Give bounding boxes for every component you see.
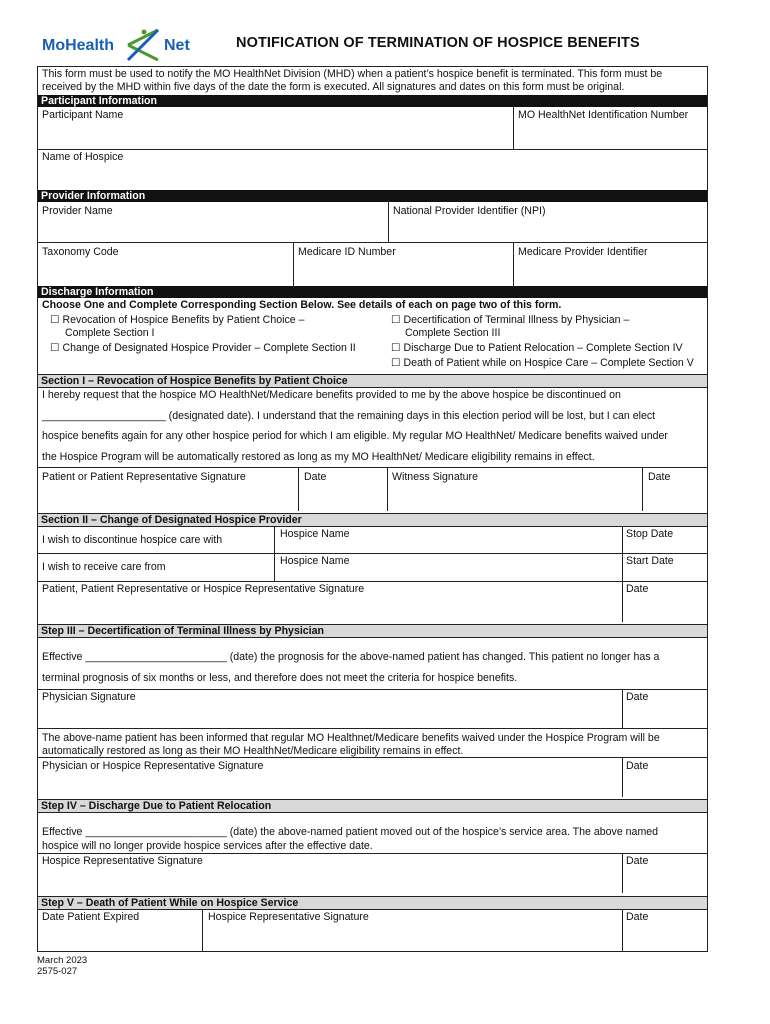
option-decertification-label-2: Complete Section III <box>405 327 501 339</box>
divider <box>38 553 707 554</box>
divider <box>298 467 299 511</box>
option-decertification-label: Decertification of Terminal Illness by Physician – <box>403 314 630 326</box>
receive-care-label: I wish to receive care from <box>42 561 166 573</box>
section-3-note-1: The above-name patient has been informed that regular MO Healthnet/Medicare benefits waived under the Hospice Program will be <box>42 732 660 744</box>
option-death[interactable] <box>391 357 694 370</box>
divider <box>642 467 643 511</box>
mo-healthnet-id-label[interactable]: MO HealthNet Identification Number <box>518 109 689 121</box>
discharge-instruction: Choose One and Complete Corresponding Section Below. See details of each on page two of this form. <box>42 299 562 311</box>
divider <box>38 581 707 582</box>
section-2-date-label[interactable]: Date <box>626 583 649 595</box>
discontinue-label: I wish to discontinue hospice care with <box>42 534 223 546</box>
divider <box>38 689 707 690</box>
divider <box>622 757 623 797</box>
divider <box>387 467 388 511</box>
section-4-line-2: hospice will no longer provide hospice services after the effective date. <box>42 840 373 852</box>
divider <box>38 149 707 150</box>
discharge-heading: Discharge Information <box>38 286 707 298</box>
termination-form <box>37 66 708 952</box>
section-5-signature-label[interactable]: Hospice Representative Signature <box>208 911 369 923</box>
section-3-heading: Step III – Decertification of Terminal Illness by Physician <box>38 624 707 638</box>
section-3-date-label[interactable]: Date <box>626 691 649 703</box>
checkbox-icon[interactable]: ☐ <box>391 357 401 369</box>
provider-name-label[interactable]: Provider Name <box>42 205 113 217</box>
divider <box>202 909 203 952</box>
section-5-heading: Step V – Death of Patient While on Hospice Service <box>38 896 707 910</box>
participant-heading: Participant Information <box>38 95 707 107</box>
divider <box>622 526 623 622</box>
checkbox-icon[interactable]: ☐ <box>50 314 60 326</box>
form-title: NOTIFICATION OF TERMINATION OF HOSPICE BENEFITS <box>236 35 640 51</box>
intro-line-2: received by the MHD within five days of the date the form is executed. All signatures and dates on this form must be original. <box>42 81 625 93</box>
patient-signature-label[interactable]: Patient or Patient Representative Signature <box>42 471 246 483</box>
intro-line-1: This form must be used to notify the MO HealthNet Division (MHD) when a patient’s hospice benefit is terminated. This form must be <box>42 68 663 80</box>
divider <box>38 242 707 243</box>
section-1-date2-label[interactable]: Date <box>648 471 671 483</box>
logo-star-icon <box>128 30 158 61</box>
logo-text-right: Net <box>164 37 190 54</box>
section-3-line-1[interactable]: Effective ________________________ (date) the prognosis for the above-named patient has changed. This patient no longer has a <box>42 651 660 663</box>
divider <box>622 689 623 728</box>
section-1-line-3: hospice benefits again for any other hospice period for which I am eligible. My regular MO HealthNet/ Medicare benefits waived under <box>42 430 668 442</box>
divider <box>622 853 623 893</box>
section-4-heading: Step IV – Discharge Due to Patient Relocation <box>38 799 707 813</box>
footer-form-number: 2575-027 <box>37 966 78 977</box>
provider-heading: Provider Information <box>38 190 707 202</box>
divider <box>622 909 623 952</box>
witness-signature-label[interactable]: Witness Signature <box>392 471 478 483</box>
checkbox-icon[interactable]: ☐ <box>391 314 401 326</box>
section-4-signature-label[interactable]: Hospice Representative Signature <box>42 855 203 867</box>
option-relocation[interactable] <box>391 342 683 355</box>
section-5-date-label[interactable]: Date <box>626 911 649 923</box>
option-revocation[interactable] <box>50 314 304 327</box>
section-3-note-2: automatically restored as long as their MO HealthNet/Medicare eligibility remains in effect. <box>42 745 464 757</box>
section-2-heading: Section II – Change of Designated Hospice Provider <box>38 513 707 527</box>
medicare-provider-label[interactable]: Medicare Provider Identifier <box>518 246 648 258</box>
option-revocation-label-2: Complete Section I <box>65 327 155 339</box>
stop-date-label[interactable]: Stop Date <box>626 528 674 540</box>
taxonomy-code-label[interactable]: Taxonomy Code <box>42 246 119 258</box>
divider <box>38 728 707 729</box>
option-change-provider-label: Change of Designated Hospice Provider – Complete Section II <box>62 342 356 354</box>
option-death-label: Death of Patient while on Hospice Care – Complete Section V <box>403 357 694 369</box>
divider <box>513 107 514 149</box>
physician-rep-signature-label[interactable]: Physician or Hospice Representative Signature <box>42 760 264 772</box>
divider <box>38 853 707 854</box>
section-1-line-4: the Hospice Program will be automatically restored as long as my MO HealthNet/ Medicare eligibility remains in effect. <box>42 451 595 463</box>
section-3-line-2: terminal prognosis of six months or less, and therefore does not meet the criteria for hospice benefits. <box>42 672 518 684</box>
mohealthnet-logo <box>40 26 205 64</box>
logo-text-left: MoHealth <box>42 37 114 54</box>
physician-signature-label[interactable]: Physician Signature <box>42 691 136 703</box>
section-3-date2-label[interactable]: Date <box>626 760 649 772</box>
start-date-label[interactable]: Start Date <box>626 555 674 567</box>
hospice-name-2-label[interactable]: Hospice Name <box>280 555 350 567</box>
divider <box>38 757 707 758</box>
divider <box>38 467 707 468</box>
npi-label[interactable]: National Provider Identifier (NPI) <box>393 205 546 217</box>
option-decertification[interactable] <box>391 314 629 327</box>
checkbox-icon[interactable]: ☐ <box>50 342 60 354</box>
section-1-heading: Section I – Revocation of Hospice Benefits by Patient Choice <box>38 374 707 388</box>
divider <box>293 242 294 286</box>
date-expired-label[interactable]: Date Patient Expired <box>42 911 140 923</box>
section-2-signature-label[interactable]: Patient, Patient Representative or Hospice Representative Signature <box>42 583 365 595</box>
section-1-line-2[interactable]: _____________________ (designated date). I understand that the remaining days in this election period will be lost, but I can elect <box>42 410 656 422</box>
divider <box>388 202 389 242</box>
divider <box>513 242 514 286</box>
option-revocation-label: Revocation of Hospice Benefits by Patient Choice – <box>62 314 305 326</box>
checkbox-icon[interactable]: ☐ <box>391 342 401 354</box>
section-1-line-1: I hereby request that the hospice MO HealthNet/Medicare benefits provided to me by the above hospice be discontinued on <box>42 389 621 401</box>
section-4-date-label[interactable]: Date <box>626 855 649 867</box>
medicare-id-label[interactable]: Medicare ID Number <box>298 246 396 258</box>
footer-date: March 2023 <box>37 955 88 966</box>
hospice-name-1-label[interactable]: Hospice Name <box>280 528 350 540</box>
participant-name-label[interactable]: Participant Name <box>42 109 124 121</box>
section-4-line-1[interactable]: Effective ________________________ (date) the above-named patient moved out of the hospice’s service area. The above named <box>42 826 659 838</box>
option-change-provider[interactable] <box>50 342 356 355</box>
section-1-date-label[interactable]: Date <box>304 471 327 483</box>
hospice-name-label[interactable]: Name of Hospice <box>42 151 124 163</box>
option-relocation-label: Discharge Due to Patient Relocation – Complete Section IV <box>403 342 683 354</box>
